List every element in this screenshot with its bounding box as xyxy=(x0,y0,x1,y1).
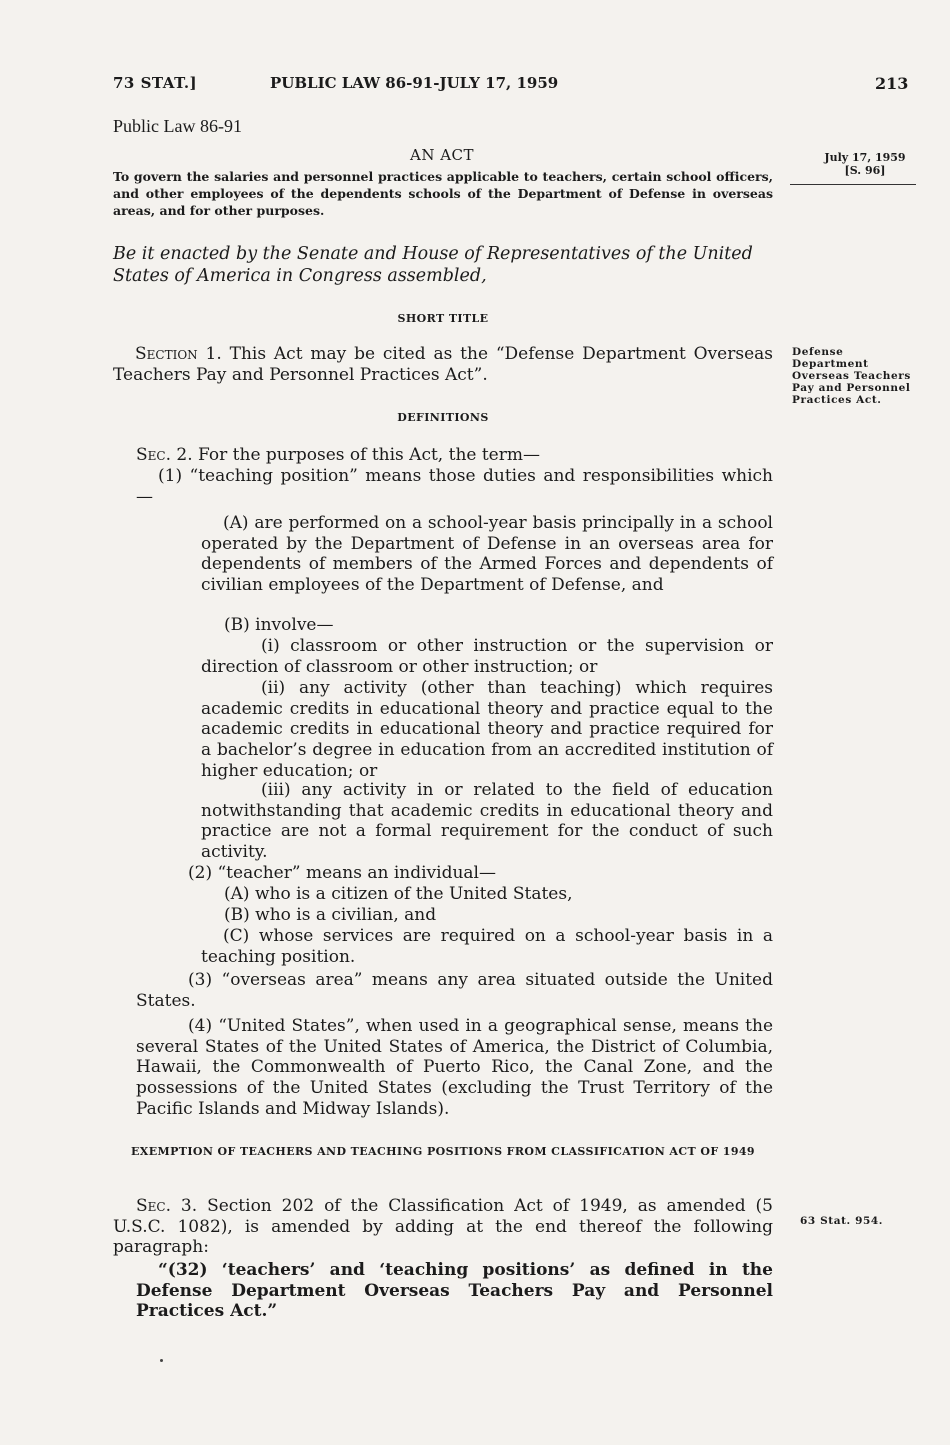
definition-2-a: (A) who is a citizen of the United States, xyxy=(224,884,573,904)
definition-1-a: (A) are performed on a school-year basis principally in a school operated by the Department of Defense in an overseas area for dependents of members of the Armed Forces and dependents of civilian employees of the Department of Defense, and xyxy=(201,513,773,596)
running-title: PUBLIC LAW 86-91-JULY 17, 1959 xyxy=(270,74,559,92)
purpose-statement: To govern the salaries and personnel practices applicable to teachers, certain school officers, and other employees of the dependents schools of the Department of Defense in overseas areas, and for other purposes. xyxy=(113,169,773,218)
section-2-intro xyxy=(136,445,540,465)
definition-1-b-ii: (ii) any activity (other than teaching) which requires academic credits in educational theory and practice equal to the academic credits in educational theory and practice required for a bachelor’s degree in education from an accredited institution of higher education; or xyxy=(201,678,773,781)
section-1-text: This Act may be cited as the “Defense Department Overseas Teachers Pay and Personnel Practices Act”. xyxy=(113,344,774,385)
bill-number: [S. 96] xyxy=(844,164,886,177)
page-speck xyxy=(160,1359,163,1362)
section-3 xyxy=(113,1196,773,1258)
enacting-clause: Be it enacted by the Senate and House of Representatives of the United States of America in Congress assembled, xyxy=(113,244,753,286)
volume-reference: 73 STAT.] xyxy=(113,74,198,92)
margin-note-statute: 63 Stat. 954. xyxy=(800,1215,884,1227)
section-3-text: Section 202 of the Classification Act of 1949, as amended (5 U.S.C. 1082), is amended by adding at the end thereof the following paragraph: xyxy=(113,1196,773,1258)
section-3-quoted-paragraph: “(32) ‘teachers’ and ‘teaching positions’ as defined in the Defense Department Overseas Teachers Pay and Personnel Practices Act.” xyxy=(136,1260,773,1322)
enactment-date: July 17, 1959 xyxy=(824,151,906,164)
definition-1: (1) “teaching position” means those duties and responsibilities which— xyxy=(136,466,773,507)
an-act-heading: AN ACT xyxy=(410,146,475,164)
section-2-intro-text: For the purposes of this Act, the term— xyxy=(198,445,540,465)
section-2-label: Sec. 2. xyxy=(136,445,193,465)
definition-2-c: (C) whose services are required on a school-year basis in a teaching position. xyxy=(201,926,773,967)
definition-4: (4) “United States”, when used in a geographical sense, means the several States of the United States of America, the District of Columbia, Hawaii, the Commonwealth of Puerto Rico, the Canal Zone, and the possessions of the United States (excluding the Trust Territory of the Pacific Islands and Midway Islands). xyxy=(136,1016,773,1119)
margin-note-short-title: Defense Department Overseas Teachers Pay and Personnel Practices Act. xyxy=(792,346,911,406)
page-number: 213 xyxy=(875,74,909,93)
definition-2: (2) “teacher” means an individual— xyxy=(188,863,496,883)
exemption-heading: EXEMPTION OF TEACHERS AND TEACHING POSITIONS FROM CLASSIFICATION ACT OF 1949 xyxy=(131,1145,755,1158)
law-title: Public Law 86-91 xyxy=(113,116,242,136)
definition-3: (3) “overseas area” means any area situated outside the United States. xyxy=(136,970,773,1011)
margin-rule xyxy=(790,184,916,185)
definition-1-b-i: (i) classroom or other instruction or the supervision or direction of classroom or other instruction; or xyxy=(201,636,773,677)
definition-1-b-iii: (iii) any activity in or related to the field of education notwithstanding that academic credits in educational theory and practice are not a formal requirement for the conduct of such activity. xyxy=(201,780,773,863)
definitions-heading: DEFINITIONS xyxy=(397,411,489,424)
section-3-label: Sec. 3. xyxy=(136,1196,198,1216)
section-1-label: Section 1. xyxy=(135,344,222,364)
definition-1-b: (B) involve— xyxy=(224,615,334,635)
short-title-heading: SHORT TITLE xyxy=(397,312,489,325)
definition-2-b: (B) who is a civilian, and xyxy=(224,905,437,925)
section-1 xyxy=(113,344,773,385)
margin-date-note xyxy=(820,151,910,177)
